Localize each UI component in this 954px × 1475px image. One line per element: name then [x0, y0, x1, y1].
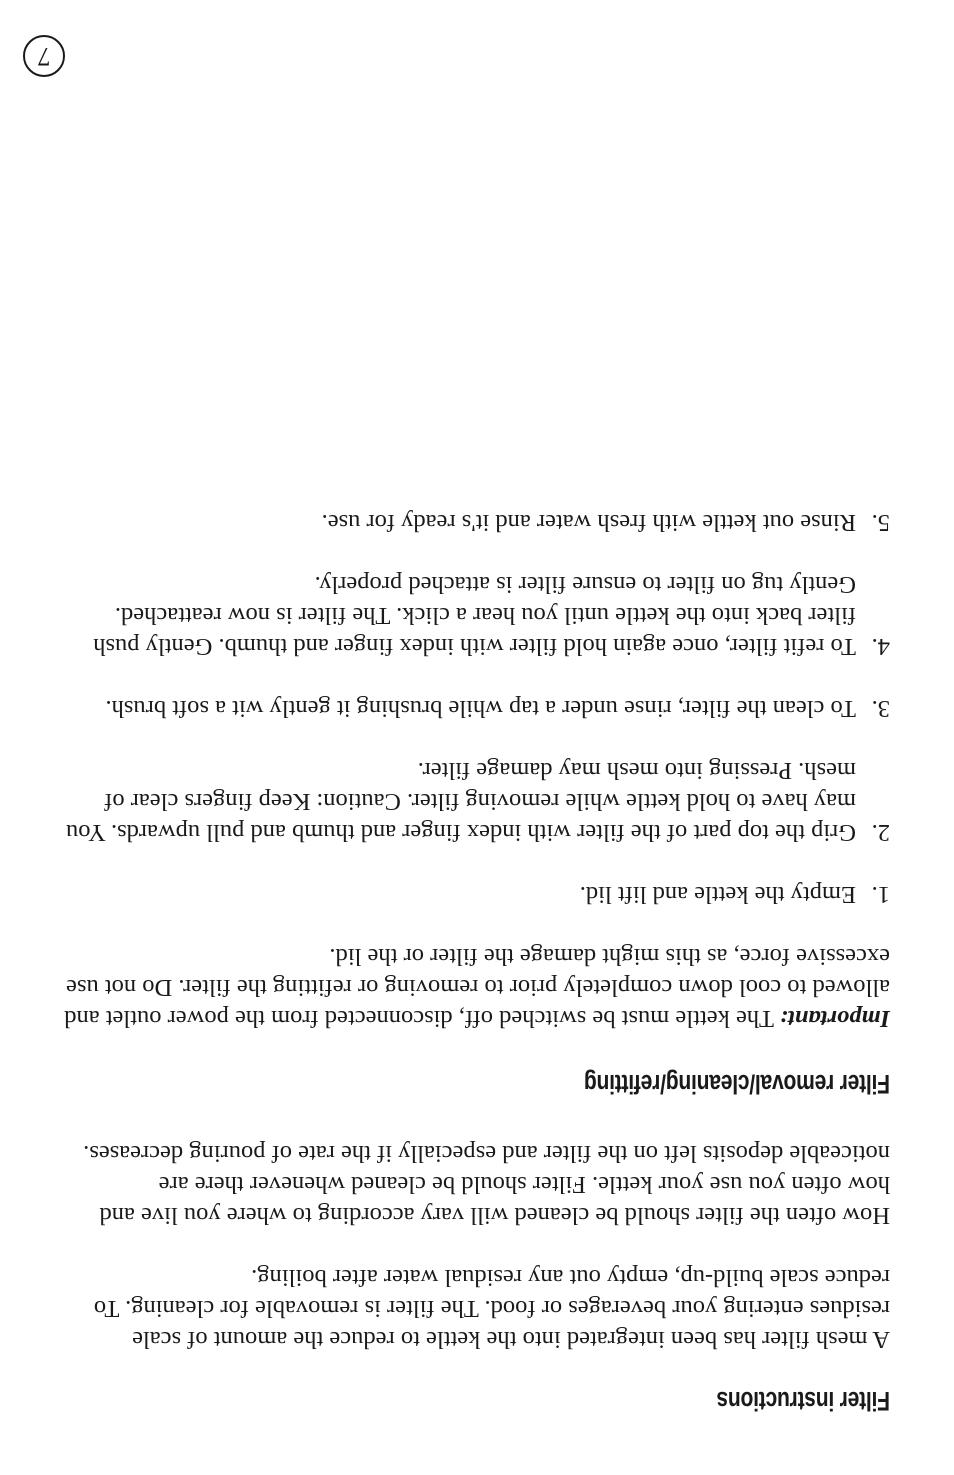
- list-item: [64, 755, 890, 848]
- list-item: [64, 879, 890, 910]
- list-item: [64, 569, 890, 662]
- step-number: 3.: [871, 695, 890, 722]
- step-text: To clean the filter, rinse under a tap while brushing it gently wit a soft brush.: [105, 695, 856, 722]
- list-item: [64, 507, 890, 538]
- step-number: 1.: [871, 881, 890, 908]
- page-content: [64, 476, 890, 1417]
- step-text: Rinse out kettle with fresh water and it's ready for use.: [321, 509, 856, 536]
- step-number: 4.: [871, 633, 890, 660]
- important-note: [64, 941, 890, 1034]
- filter-intro-paragraph: A mesh filter has been integrated into the kettle to reduce the amount of scale residues entering your beverages or food. The filter is removable for cleaning. To reduce scale build-up, empty out any residual water after boiling.: [93, 1264, 890, 1353]
- important-text: The kettle must be switched off, disconnected from the power outlet and allowed to cool down completely prior to removing or refitting the filter. Do not use excessive force, as this might damage the filter or the lid.: [64, 943, 890, 1032]
- page-number-badge: [23, 35, 65, 77]
- step-number: 5.: [871, 509, 890, 536]
- list-item: [64, 693, 890, 724]
- step-number: 2.: [871, 819, 890, 846]
- section-title-filter-instructions: Filter instructions: [716, 1386, 890, 1416]
- page-number: 7: [37, 42, 51, 71]
- filter-cleaning-frequency-paragraph: How often the filter should be cleaned will vary according to where you live and how often you use your kettle. Filter should be cleaned whenever there are noticeable deposits left on the filter and especially if the rate of pouring decreases.: [83, 1140, 890, 1229]
- step-text: Grip the top part of the filter with index finger and thumb and pull upwards. You may have to hold kettle while removing filter. Caution: Keep fingers clear of mesh. Pressing into mesh may damage filter.: [66, 757, 856, 846]
- steps-list: [64, 507, 890, 910]
- important-label: Important:: [779, 1005, 890, 1032]
- step-text: To refit filter, once again hold filter with index finger and thumb. Gently push filter back into the kettle until you hear a click. The filter is now reattached. Gently tug on filter to ensure filter is attached properly.: [93, 571, 856, 660]
- section-title-filter-removal: Filter removal/cleaning/refitting: [584, 1069, 890, 1099]
- step-text: Empty the kettle and lift lid.: [579, 881, 856, 908]
